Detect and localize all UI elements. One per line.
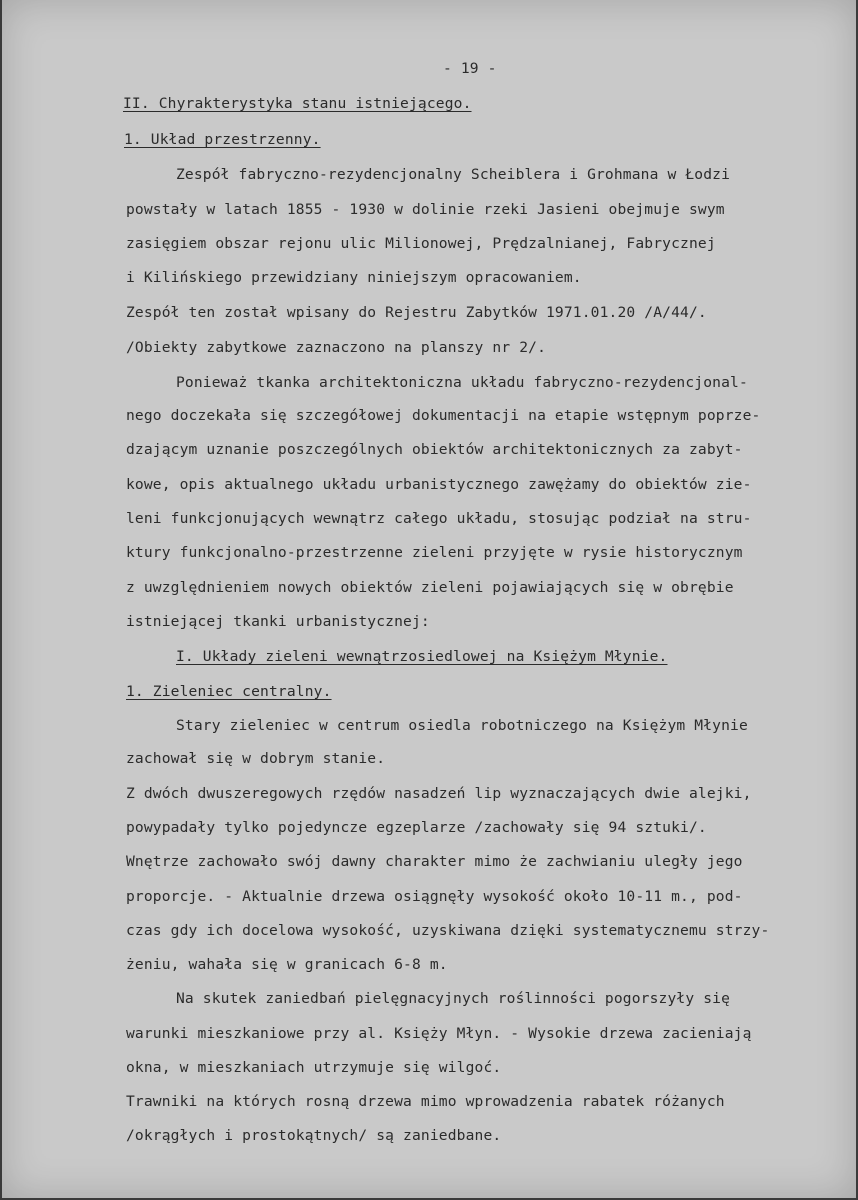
paragraph-line: Trawniki na których rosną drzewa mimo wprowadzenia rabatek różanych — [126, 1093, 725, 1110]
paragraph-line: ktury funkcjonalno-przestrzenne zieleni przyjęte w rysie historycznym — [126, 544, 743, 561]
paragraph-line: /okrągłych i prostokątnych/ są zaniedbane. — [126, 1127, 502, 1144]
subsection-heading-central-square: 1. Zieleniec centralny. — [126, 683, 332, 700]
paragraph-line: Na skutek zaniedbań pielęgnacyjnych roślinności pogorszyły się — [176, 990, 731, 1007]
paragraph-line: żeniu, wahała się w granicach 6-8 m. — [126, 956, 448, 973]
paragraph-line: proporcje. - Aktualnie drzewa osiągnęły wysokość około 10-11 m., pod- — [126, 888, 743, 905]
paragraph-line: czas gdy ich docelowa wysokość, uzyskiwana dzięki systematycznemu strzy- — [126, 922, 770, 939]
page-number: - 19 - — [443, 60, 497, 77]
paragraph-line: warunki mieszkaniowe przy al. Księży Młyn. - Wysokie drzewa zacieniają — [126, 1025, 752, 1042]
paragraph-line: dzającym uznanie poszczególnych obiektów architektonicznych za zabyt- — [126, 441, 743, 458]
paragraph-line: Zespół fabryczno-rezydencjonalny Scheiblera i Grohmana w Łodzi — [176, 166, 731, 183]
paragraph-line: i Kilińskiego przewidziany niniejszym opracowaniem. — [126, 269, 582, 286]
section-heading-greenery: I. Układy zieleni wewnątrzosiedlowej na Księżym Młynie. — [176, 648, 668, 665]
paragraph-line: /Obiekty zabytkowe zaznaczono na planszy nr 2/. — [126, 339, 547, 356]
document-page — [2, 0, 856, 1198]
paragraph-line: powypadały tylko pojedyncze egzeplarze /zachowały się 94 sztuki/. — [126, 819, 707, 836]
paragraph-line: Ponieważ tkanka architektoniczna układu fabryczno-rezydencjonal- — [176, 374, 748, 391]
chapter-heading: II. Chyrakterystyka stanu istniejącego. — [123, 95, 472, 112]
paragraph-line: zasięgiem obszar rejonu ulic Milionowej, Prędzalnianej, Fabrycznej — [126, 235, 716, 252]
paragraph-line: okna, w mieszkaniach utrzymuje się wilgoć. — [126, 1059, 502, 1076]
paragraph-line: istniejącej tkanki urbanistycznej: — [126, 613, 430, 630]
paragraph-line: z uwzględnieniem nowych obiektów zieleni pojawiających się w obrębie — [126, 579, 734, 596]
section-heading-spatial-layout: 1. Układ przestrzenny. — [124, 131, 321, 148]
paragraph-line: Stary zieleniec w centrum osiedla robotniczego na Księżym Młynie — [176, 717, 748, 734]
paragraph-line: Wnętrze zachowało swój dawny charakter mimo że zachwianiu uległy jego — [126, 853, 743, 870]
paragraph-line: nego doczekała się szczegółowej dokumentacji na etapie wstępnym poprze- — [126, 407, 761, 424]
paragraph-line: zachował się w dobrym stanie. — [126, 750, 386, 767]
paragraph-line: Zespół ten został wpisany do Rejestru Zabytków 1971.01.20 /A/44/. — [126, 304, 707, 321]
paragraph-line: Z dwóch dwuszeregowych rzędów nasadzeń lip wyznaczających dwie alejki, — [126, 785, 752, 802]
paragraph-line: kowe, opis aktualnego układu urbanistycznego zawężamy do obiektów zie- — [126, 476, 752, 493]
paragraph-line: leni funkcjonujących wewnątrz całego układu, stosując podział na stru- — [126, 510, 752, 527]
paragraph-line: powstały w latach 1855 - 1930 w dolinie rzeki Jasieni obejmuje swym — [126, 201, 725, 218]
